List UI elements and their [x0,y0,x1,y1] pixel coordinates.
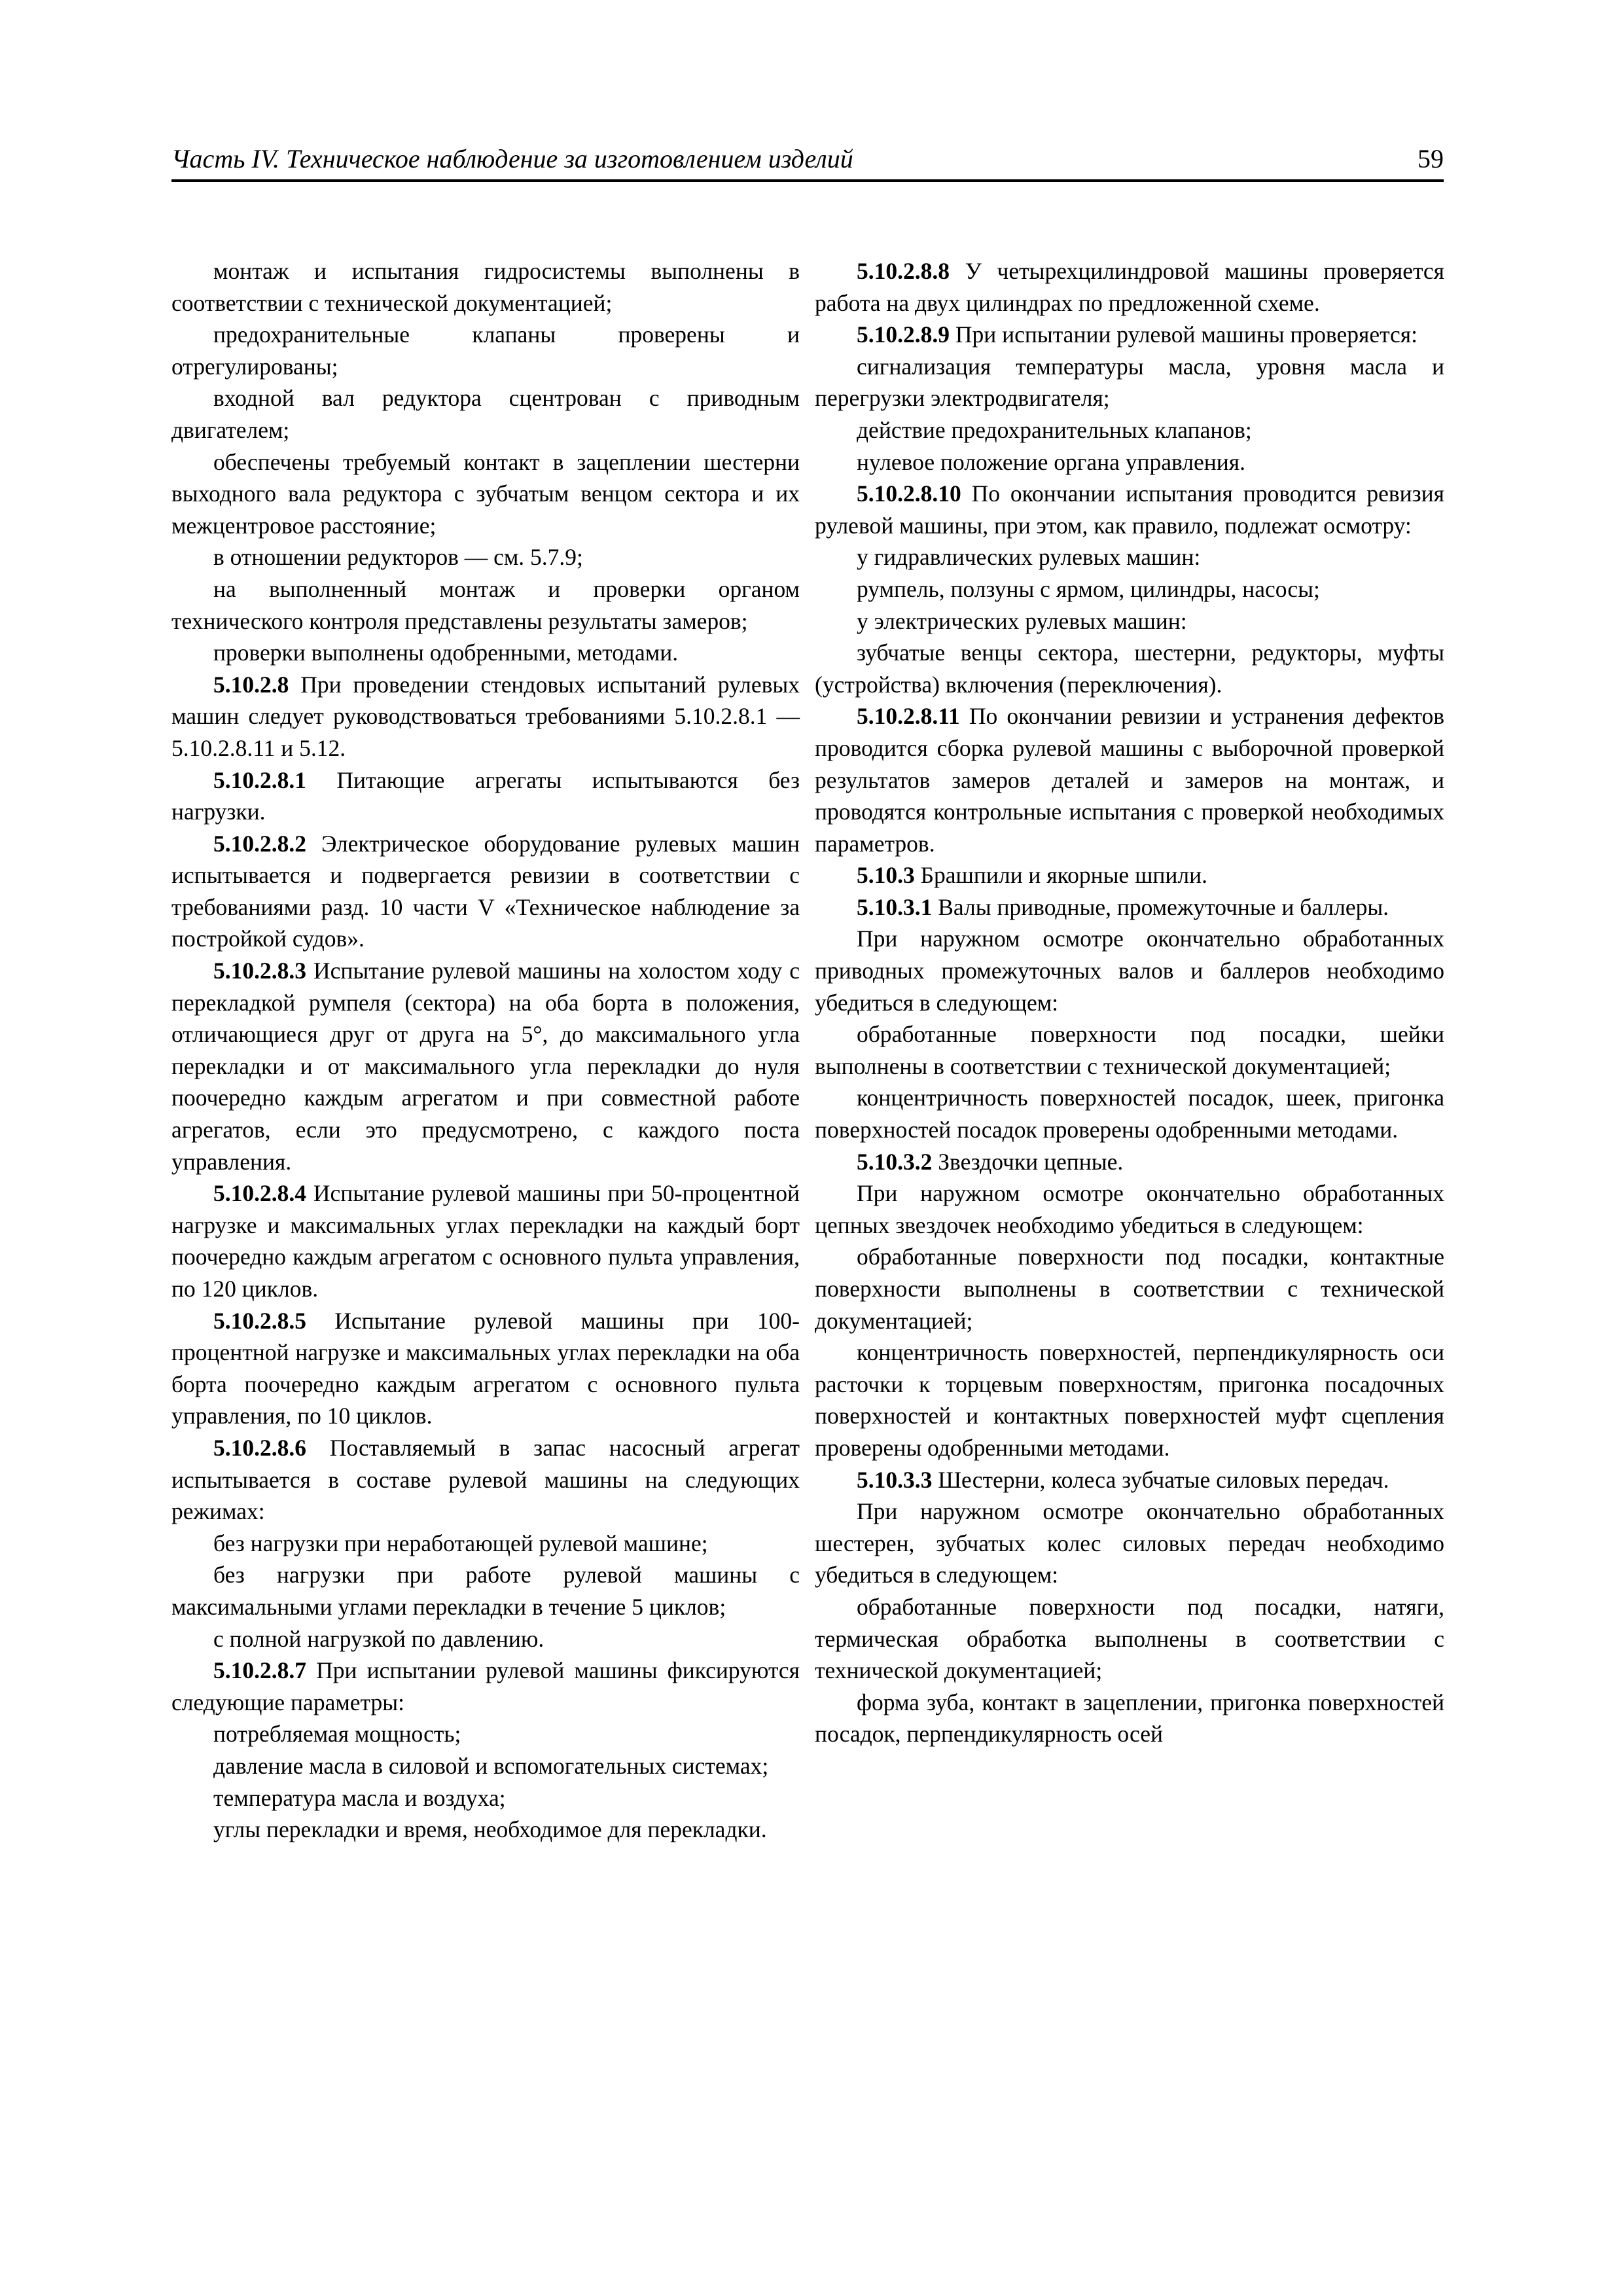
paragraph-text: без нагрузки при работе рулевой машины с максимальными углами перекладки в течение 5 циклов; [171,1562,800,1620]
paragraph-text: нулевое положение органа управления. [857,448,1245,475]
left-text-column [171,255,800,1846]
clause-paragraph [171,669,800,764]
paragraph-text: проверки выполнены одобренными, методами. [213,639,679,666]
text-paragraph [815,1496,1444,1591]
clause-paragraph [171,828,800,955]
paragraph-text: сигнализация температуры масла, уровня масла и перегрузки электродвигателя; [815,353,1444,412]
clause-paragraph [815,1146,1444,1178]
text-paragraph [171,1528,800,1560]
text-paragraph [171,541,800,573]
clause-number: 5.10.2.8.4 [213,1180,306,1207]
clause-number: 5.10.2.8 [213,671,289,698]
paragraph-text: По окончании испытания проводится ревизия рулевой машины, при этом, как правило, подлежат осмотру: [815,480,1444,539]
text-paragraph [171,1750,800,1782]
clause-paragraph [815,891,1444,924]
text-paragraph [815,1177,1444,1241]
paragraph-text: температура масла и воздуха; [213,1784,506,1811]
text-paragraph [171,1814,800,1846]
paragraph-text: зубчатые венцы сектора, шестерни, редукторы, муфты (устройства) включения (переключения). [815,639,1444,698]
paragraph-text: потребляемая мощность; [213,1721,461,1748]
clause-number: 5.10.2.8.5 [213,1307,306,1334]
paragraph-text: форма зуба, контакт в зацеплении, пригонка поверхностей посадок, перпендикулярность осей [815,1689,1444,1748]
paragraph-text: Поставляемый в запас насосный агрегат испытывается в составе рулевой машины на следующих режимах: [171,1434,800,1525]
text-paragraph [171,382,800,446]
clause-number: 5.10.2.8.1 [213,766,306,793]
clause-number: 5.10.2.8.11 [857,703,960,730]
paragraph-text: Брашпили и якорные шпили. [920,862,1207,889]
paragraph-text: концентричность поверхностей, перпендикулярность оси расточки к торцевым поверхностям, пригонка посадочных поверхностей и контактных поверхностей муфт сцепления проверены одобренными методами. [815,1339,1444,1461]
text-paragraph [815,923,1444,1018]
paragraph-text: По окончании ревизии и устранения дефектов проводится сборка рулевой машины с выборочной проверкой результатов замеров деталей и замеров на монтаж, и проводятся контрольные испытания с проверкой необходимых параметров. [815,703,1445,857]
page-number: 59 [1418,144,1444,173]
clause-paragraph [815,859,1444,891]
paragraph-text: без нагрузки при неработающей рулевой машине; [213,1530,708,1556]
paragraph-text: При наружном осмотре окончательно обработанных приводных промежуточных валов и баллеров необходимо убедиться в следующем: [815,925,1444,1016]
paragraph-text: обеспечены требуемый контакт в зацеплении шестерни выходного вала редуктора с зубчатым венцом сектора и их межцентровое расстояние; [171,448,800,539]
right-text-column [815,255,1444,1750]
clause-paragraph [171,1305,800,1432]
text-paragraph [171,573,800,637]
paragraph-text: Испытание рулевой машины при 100-процентной нагрузке и максимальных углах перекладки на оба борта поочередно каждым агрегатом с основного пульта управления, по 10 циклов. [171,1307,800,1429]
text-paragraph [171,1623,800,1655]
paragraph-text: углы перекладки и время, необходимое для перекладки. [213,1816,767,1843]
clause-paragraph [171,1177,800,1304]
clause-paragraph [815,319,1444,351]
text-paragraph [815,1082,1444,1145]
text-paragraph [815,573,1444,605]
paragraph-text: давление масла в силовой и вспомогательных системах; [213,1752,769,1779]
clause-number: 5.10.2.8.2 [213,830,306,857]
paragraph-text: При испытании рулевой машины проверяется: [955,321,1418,348]
clause-paragraph [815,255,1444,319]
paragraph-text: входной вал редуктора сцентрован с приводным двигателем; [171,385,800,443]
clause-number: 5.10.3.3 [857,1466,933,1493]
text-paragraph [815,637,1444,700]
paragraph-text: действие предохранительных клапанов; [857,416,1252,443]
text-paragraph [815,1241,1444,1336]
paragraph-text: монтаж и испытания гидросистемы выполнены в соответствии с технической документацией; [171,258,800,316]
clause-number: 5.10.3.2 [857,1148,933,1175]
paragraph-text: Валы приводные, промежуточные и баллеры. [938,893,1389,920]
clause-number: 5.10.2.8.3 [213,958,306,984]
paragraph-text: у электрических рулевых машин: [857,607,1187,634]
paragraph-text: обработанные поверхности под посадки, контактные поверхности выполнены в соответствии с технической документацией; [815,1244,1444,1334]
text-paragraph [815,446,1444,478]
clause-number: 5.10.3.1 [857,893,933,920]
text-paragraph [171,255,800,319]
header-rule [171,179,1444,182]
text-paragraph [815,351,1444,414]
clause-number: 5.10.2.8.7 [213,1657,306,1684]
paragraph-text: румпель, ползуны с ярмом, цилиндры, насосы; [857,575,1320,602]
paragraph-text: Питающие агрегаты испытываются без нагрузки. [171,766,800,825]
text-paragraph [171,637,800,669]
text-paragraph [815,414,1444,446]
text-paragraph [171,1718,800,1750]
clause-number: 5.10.2.8.10 [857,480,961,507]
paragraph-text: Электрическое оборудование рулевых машин испытывается и подвергается ревизии в соответствии с требованиями разд. 10 части V «Техническое наблюдение за постройкой судов». [171,830,800,952]
clause-number: 5.10.2.8.6 [213,1434,306,1461]
clause-number: 5.10.3 [857,862,915,889]
text-paragraph [815,1018,1444,1082]
text-paragraph [171,1782,800,1814]
paragraph-text: в отношении редукторов — см. 5.7.9; [213,544,583,571]
clause-paragraph [815,478,1444,541]
paragraph-text: При испытании рулевой машины фиксируются следующие параметры: [171,1657,800,1715]
running-header-title: Часть IV. Техническое наблюдение за изготовлением изделий [171,144,853,173]
paragraph-text: Звездочки цепные. [938,1148,1124,1175]
paragraph-text: предохранительные клапаны проверены и отрегулированы; [171,321,800,380]
paragraph-text: У четырехцилиндровой машины проверяется работа на двух цилиндрах по предложенной схеме. [815,258,1445,316]
paragraph-text: обработанные поверхности под посадки, натяги, термическая обработка выполнены в соответствии с технической документацией; [815,1593,1444,1684]
text-paragraph [815,1591,1444,1687]
running-header [171,143,1444,179]
text-paragraph [815,541,1444,573]
text-paragraph [171,319,800,382]
text-paragraph [815,1336,1444,1463]
clause-paragraph [815,1464,1444,1496]
text-paragraph [171,1559,800,1623]
paragraph-text: с полной нагрузкой по давлению. [213,1625,544,1652]
clause-paragraph [171,955,800,1177]
paragraph-text: обработанные поверхности под посадки, шейки выполнены в соответствии с технической документацией; [815,1021,1444,1079]
text-paragraph [171,446,800,542]
paragraph-text: у гидравлических рулевых машин: [857,544,1201,571]
paragraph-text: на выполненный монтаж и проверки органом технического контроля представлены результаты замеров; [171,575,800,634]
paragraph-text: При наружном осмотре окончательно обработанных шестерен, зубчатых колес силовых передач необходимо убедиться в следующем: [815,1498,1444,1588]
clause-paragraph [815,700,1444,859]
clause-number: 5.10.2.8.9 [857,321,950,348]
clause-paragraph [171,1655,800,1718]
paragraph-text: концентричность поверхностей посадок, шеек, пригонка поверхностей посадок проверены одобренными методами. [815,1085,1444,1143]
paragraph-text: Испытание рулевой машины на холостом ходу с перекладкой румпеля (сектора) на оба борта в положения, отличающиеся друг от друга на 5°, до максимального угла перекладки и от максимального угла перекладки до нуля поочередно каждым агрегатом и при совместной работе агрегатов, если это предусмотрено, с каждого поста управления. [171,958,800,1175]
text-paragraph [815,1687,1444,1750]
paragraph-text: При наружном осмотре окончательно обработанных цепных звездочек необходимо убедиться в следующем: [815,1180,1444,1238]
clause-paragraph [171,764,800,828]
clause-number: 5.10.2.8.8 [857,258,950,284]
paragraph-text: Испытание рулевой машины при 50-процентной нагрузке и максимальных углах перекладки на каждый борт поочередно каждым агрегатом с основного пульта управления, по 120 циклов. [171,1180,800,1302]
text-paragraph [815,605,1444,637]
clause-paragraph [171,1432,800,1528]
paragraph-text: Шестерни, колеса зубчатые силовых передач. [938,1466,1389,1493]
paragraph-text: При проведении стендовых испытаний рулевых машин следует руководствоваться требованиями 5.10.2.8.1 — 5.10.2.8.11 и 5.12. [171,671,800,761]
